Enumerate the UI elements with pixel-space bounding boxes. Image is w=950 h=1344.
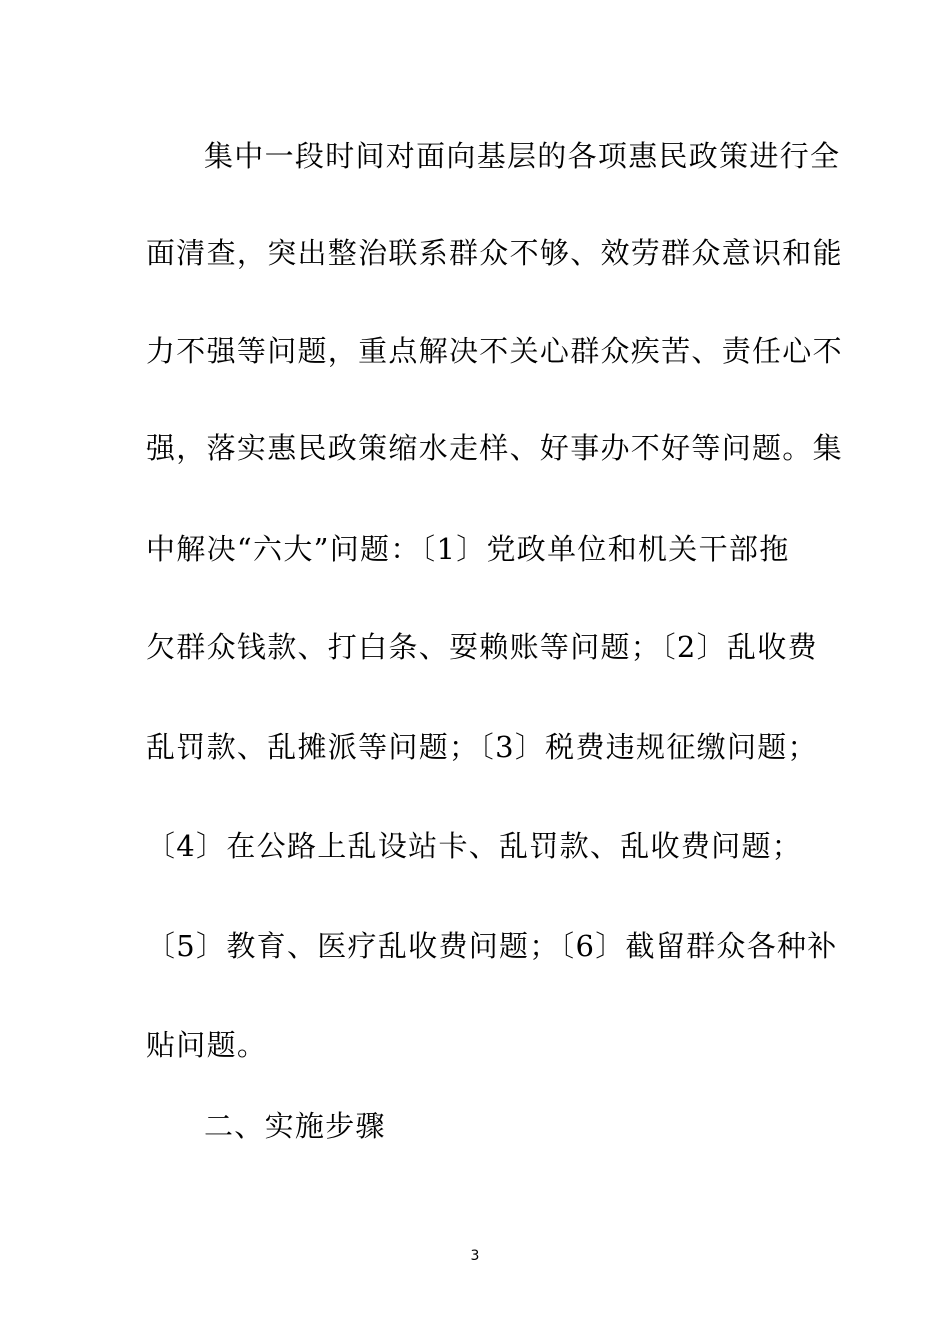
paragraph-line-8: 〔4〕在公路上乱设站卡、乱罚款、乱收费问题； — [146, 829, 803, 863]
paragraph-line-5: 中解决“六大”问题：〔1〕党政单位和机关干部拖 — [146, 532, 790, 566]
paragraph-line-6: 欠群众钱款、打白条、耍赖账等问题；〔2〕乱收费 — [146, 630, 818, 664]
paragraph-line-9: 〔5〕教育、医疗乱收费问题；〔6〕截留群众各种补 — [146, 929, 838, 963]
paragraph-line-3: 力不强等问题，重点解决不关心群众疾苦、责任心不 — [146, 334, 843, 368]
page-number: 3 — [470, 1248, 480, 1264]
section-heading: 二、实施步骤 — [204, 1109, 386, 1143]
paragraph-line-1: 集中一段时间对面向基层的各项惠民政策进行全 — [204, 139, 841, 173]
paragraph-line-7: 乱罚款、乱摊派等问题；〔3〕税费违规征缴问题； — [146, 730, 818, 764]
paragraph-line-4: 强，落实惠民政策缩水走样、好事办不好等问题。集 — [146, 431, 843, 465]
paragraph-line-2: 面清查，突出整治联系群众不够、效劳群众意识和能 — [146, 236, 843, 270]
paragraph-line-10: 贴问题。 — [146, 1028, 268, 1062]
